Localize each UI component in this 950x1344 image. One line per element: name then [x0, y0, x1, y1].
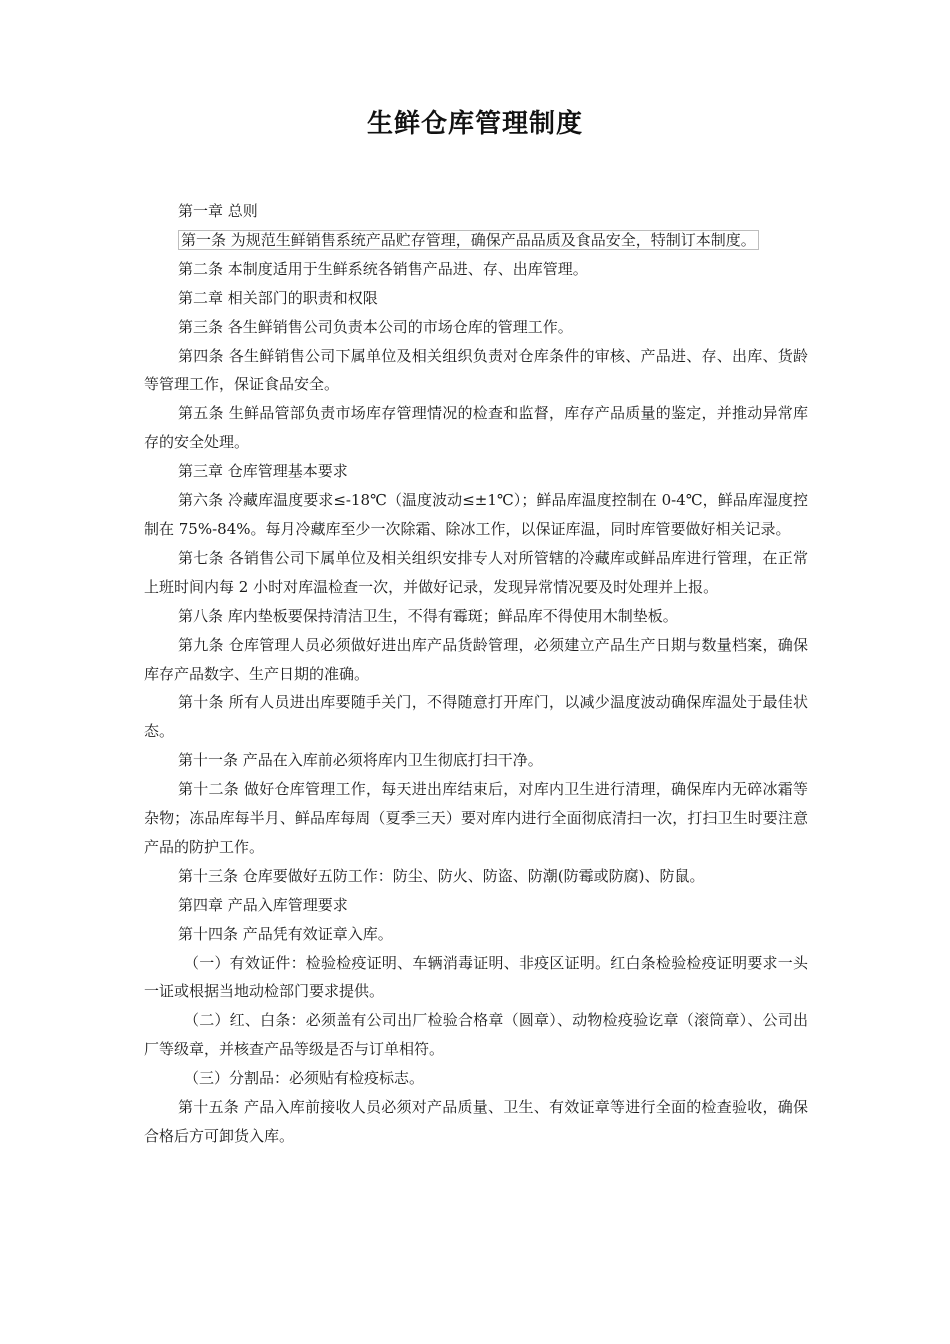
- sub-item-paragraph: （三）分割品：必须贴有检疫标志。: [184, 1069, 425, 1088]
- article-paragraph: 第八条 库内垫板要保持清洁卫生，不得有霉斑；鲜品库不得使用木制垫板。: [178, 606, 678, 625]
- sub-item-paragraph: （二）红、白条：必须盖有公司出厂检验合格章（圆章）、动物检疫验讫章（滚筒章）、公司出厂等级章，并核查产品等级是否与订单相符。: [144, 1011, 808, 1059]
- article-paragraph: [144, 226, 808, 255]
- article-paragraph: 第十五条 产品入库前接收人员必须对产品质量、卫生、有效证章等进行全面的检查验收，确保合格后方可卸货入库。: [144, 1098, 808, 1145]
- selected-text[interactable]: 第一条 为规范生鲜销售系统产品贮存管理，确保产品品质及食品安全，特制订本制度。: [178, 230, 759, 250]
- article-paragraph: 第二条 本制度适用于生鲜系统各销售产品进、存、出库管理。: [178, 259, 588, 278]
- article-paragraph: 第十三条 仓库要做好五防工作：防尘、防火、防盗、防潮(防霉或防腐)、防鼠。: [178, 866, 705, 885]
- article-paragraph: 第三条 各生鲜销售公司负责本公司的市场仓库的管理工作。: [178, 317, 573, 336]
- article-paragraph: 第七条 各销售公司下属单位及相关组织安排专人对所管辖的冷藏库或鲜品库进行管理，在正常上班时间内每 2 小时对库温检查一次，并做好记录，发现异常情况要及时处理并上报。: [144, 548, 808, 596]
- sub-item-paragraph: （一）有效证件：检验检疫证明、车辆消毒证明、非疫区证明。红白条检验检疫证明要求一头一证或根据当地动检部门要求提供。: [144, 953, 808, 1001]
- article-paragraph: 第十条 所有人员进出库要随手关门，不得随意打开库门，以减少温度波动确保库温处于最佳状态。: [144, 693, 808, 741]
- document-body: [144, 197, 808, 1151]
- article-paragraph: 第十四条 产品凭有效证章入库。: [178, 924, 393, 943]
- chapter-heading: 第四章 产品入库管理要求: [178, 895, 348, 914]
- chapter-heading: 第三章 仓库管理基本要求: [178, 462, 348, 481]
- chapter-heading: 第二章 相关部门的职责和权限: [178, 288, 378, 307]
- article-paragraph: 第四条 各生鲜销售公司下属单位及相关组织负责对仓库条件的审核、产品进、存、出库、货龄等管理工作，保证食品安全。: [144, 346, 808, 394]
- article-paragraph: 第五条 生鲜品管部负责市场库存管理情况的检查和监督，库存产品质量的鉴定，并推动异常库存的安全处理。: [144, 404, 808, 452]
- article-paragraph: 第六条 冷藏库温度要求≤-18℃（温度波动≤±1℃）；鲜品库温度控制在 0-4℃，鲜品库湿度控制在 75%-84%。每月冷藏库至少一次除霜、除冰工作，以保证库温，同时库管要做好相关记录。: [144, 491, 808, 538]
- document-title: 生鲜仓库管理制度: [366, 109, 583, 139]
- article-paragraph: 第十一条 产品在入库前必须将库内卫生彻底打扫干净。: [178, 751, 543, 770]
- article-paragraph: 第十二条 做好仓库管理工作，每天进出库结束后，对库内卫生进行清理，确保库内无碎冰霜等杂物；冻品库每半月、鲜品库每周（夏季三天）要对库内进行全面彻底清扫一次，打扫卫生时要注意产品的防护工作。: [144, 780, 808, 856]
- article-paragraph: 第九条 仓库管理人员必须做好进出库产品货龄管理，必须建立产品生产日期与数量档案，确保库存产品数字、生产日期的准确。: [144, 635, 808, 683]
- chapter-heading: 第一章 总则: [178, 202, 258, 220]
